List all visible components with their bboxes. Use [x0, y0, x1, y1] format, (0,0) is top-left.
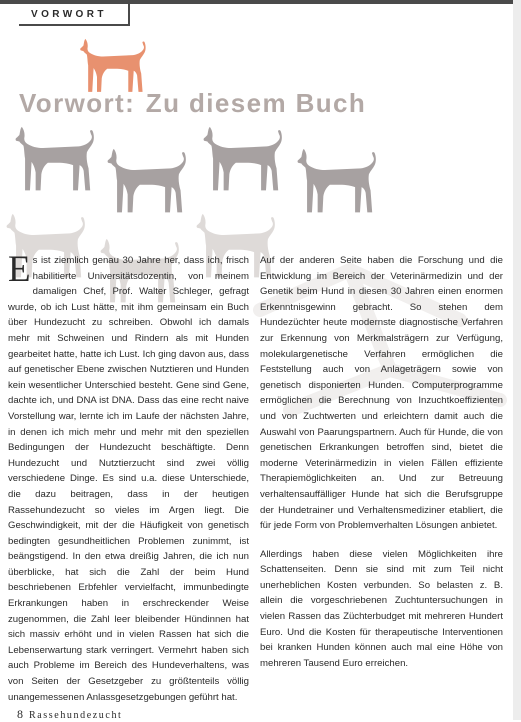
paragraph	[8, 249, 249, 705]
body-column-left	[8, 249, 249, 705]
paragraph: Allerdings haben diese vielen Möglichkeiten ihre Schattenseiten. Denn sie sind mit zum Teil nicht unerheblichen Kosten verbunden. So belasten z. B. allein die vorgeschriebenen Zuchtuntersuchungen in vielen Rassen das Züchterbudget mit mehreren Hundert Euro. Und die Kosten für therapeutische Interventionen bei kranken Hunden können auch mal eine Höhe von mehreren Tausend Euro erreichen.	[260, 548, 503, 669]
section-label: VORWORT	[31, 9, 107, 20]
body-column-right	[260, 253, 503, 671]
running-head: Rassehundezucht	[29, 710, 123, 721]
page-edge	[513, 0, 521, 720]
dog-silhouette-icon	[80, 34, 148, 94]
dog-silhouette-icon	[15, 122, 97, 192]
drop-cap: E	[8, 249, 31, 290]
paragraph: Auf der anderen Seite haben die Forschung und die Entwicklung im Bereich der Veterinärmedizin und der Genetik beim Hund in diesen 30 Jahren einen enormen Erkenntnisgewinn gebracht. So stehen dem Hundezüchter heute modernste diagnostische Verfahren zur Erkennung von Merkmalsträgern zur Verfügung, molekulargenetische Verfahren ermöglichen die Feststellung auch von Anlageträgern sowie von genetisch disponierten Hunden. Computerprogramme ermöglichen die Berechnung von Inzuchtkoeffizienten und von Zuchtwerten und erleichtern damit auch die Auswahl von Paarungspartnern. Auch für Hunde, die von genetischen Erkrankungen betroffen sind, bietet die moderne Veterinärmedizin in vielen Fällen effiziente Therapiemöglichkeiten an. Und zur Betreuung verhaltensauffälliger Hunde hat sich die Berufsgruppe der Hundetrainer und Verhaltensmediziner etabliert, die für jede Form von Problemverhalten Lösungen anbietet.	[260, 255, 503, 532]
paragraph-text: s ist ziemlich genau 30 Jahre her, dass ich, frisch habilitierte Universitätsdozentin, von meinem damaligen Chef, Prof. Walter Schleger, gefragt wurde, ob ich Lust hätte, mit ihm gemeinsam ein Buch über Hundezucht zu schreiben. Obwohl ich damals mehr mit Schweinen und Rindern als mit Hunden gearbeitet hatte, hatte ich Lust. Ich ging davon aus, dass auf genetischer Ebene zwischen Nutztieren und Hunden kein wesentlicher Unterschied besteht. Gene sind Gene, dachte ich, und DNA ist DNA. Dass das eine recht naive Vorstellung war, lernte ich im Laufe der nächsten Jahre, in denen ich mich mehr und mehr mit den speziellen Bedingungen der Hundezucht beschäftigte. Denn Hundezucht und Nutztierzucht sind zwei völlig verschiedene Dinge. Es sind u.a. diese Unterschiede, die dazu beitragen, dass in der heutigen Rassehundezucht so vieles im Argen liegt. Die Geschwindigkeit, mit der die Häufigkeit von genetisch bedingten gesundheitlichen Problemen zunimmt, ist beängstigend. In den etwa dreißig Jahren, die ich nun überblicke, hat sich die Zahl der beim Hund beschriebenen Erbfehler vervielfacht, immunbedingte Erkrankungen haben in erschreckender Weise zugenommen, die Zahl leer bleibender Hündinnen hat sich massiv erhöht und in vielen Rassen hat sich die Lebenserwartung stark verringert. Vermehrt haben sich auch Probleme im Bereich des Hundeverhaltens, was von Seiten der Gesetzgeber zu größtenteils völlig unangemessenen Anlassgesetzgebungen geführt hat.	[8, 255, 249, 703]
page-title	[19, 88, 366, 119]
title-prefix: Vorwort:	[19, 88, 136, 118]
page-number: 8	[17, 707, 23, 721]
title-main: Zu diesem Buch	[145, 88, 367, 118]
